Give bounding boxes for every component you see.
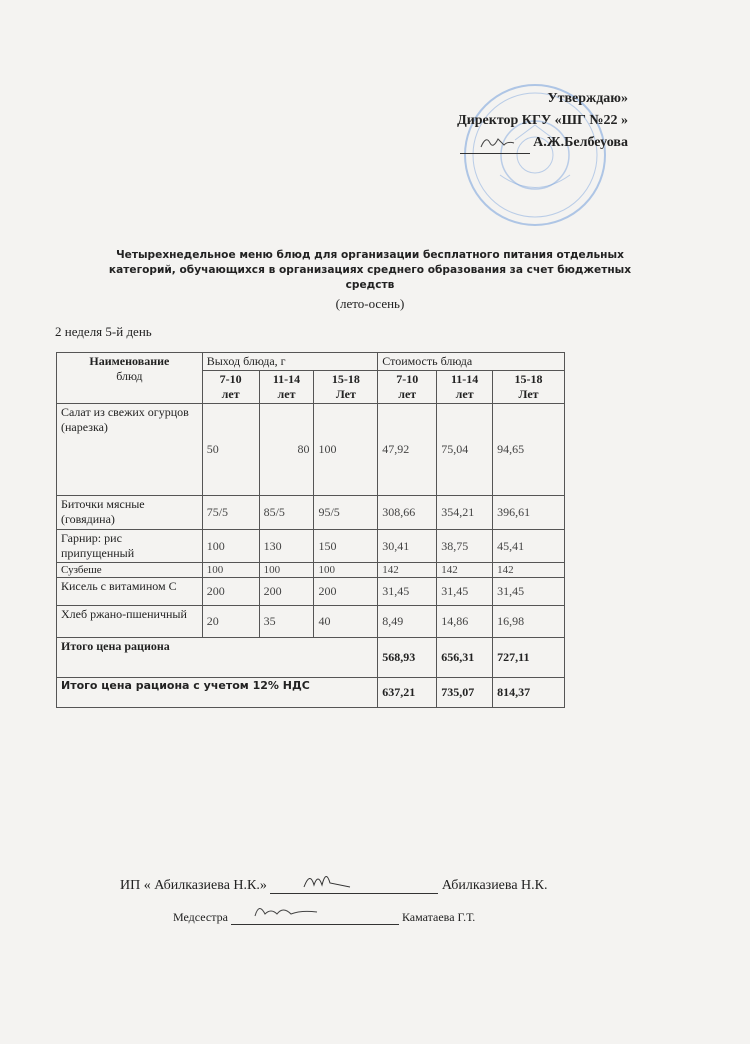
age-group-range: 11-14 — [272, 372, 301, 386]
title-line1: Четырехнедельное меню блюд для организации бесплатного питания отдельных — [116, 249, 624, 261]
dish-name: Биточки мясные (говядина) — [57, 496, 203, 530]
table-row — [57, 578, 565, 606]
week-day-label: 2 неделя 5-й день — [55, 324, 152, 339]
age-group-header — [202, 371, 259, 404]
dish-value-cell: 38,75 — [437, 530, 493, 563]
dish-value-cell: 200 — [202, 578, 259, 606]
dish-value-cell: 31,45 — [378, 578, 437, 606]
vat-total-11-14: 735,07 — [437, 678, 493, 708]
age-group-unit: Лет — [335, 387, 356, 401]
dish-value-cell: 40 — [314, 606, 378, 638]
total-label: Итого цена рациона — [57, 638, 378, 678]
age-group-unit: лет — [455, 387, 474, 401]
nurse-label: Медсестра — [173, 910, 228, 924]
table-row — [57, 530, 565, 563]
dish-name: Хлеб ржано-пшеничный — [57, 606, 203, 638]
header-cost: Стоимость блюда — [378, 353, 565, 371]
age-group-header — [493, 371, 565, 404]
title-line2: категорий, обучающихся в организациях среднего образования за счет бюджетных — [108, 264, 632, 276]
supplier-name: Абилказиева Н.К. — [441, 878, 548, 893]
total-15-18: 727,11 — [493, 638, 565, 678]
vat-total-7-10: 637,21 — [378, 678, 437, 708]
dish-value-cell: 100 — [314, 404, 378, 496]
age-group-unit: Лет — [518, 387, 539, 401]
approval-line1: Утверждаю» — [547, 91, 628, 106]
age-group-unit: лет — [277, 387, 296, 401]
title-line3: средств — [345, 279, 395, 291]
dish-name: Кисель с витамином С — [57, 578, 203, 606]
dish-value-cell: 130 — [259, 530, 314, 563]
dish-value-cell: 142 — [493, 563, 565, 578]
dish-value-cell: 47,92 — [378, 404, 437, 496]
header-yield: Выход блюда, г — [202, 353, 378, 371]
nurse-name: Каматаева Г.Т. — [401, 910, 476, 924]
dish-value-cell: 31,45 — [437, 578, 493, 606]
dish-value-cell: 95/5 — [314, 496, 378, 530]
director-signature — [478, 133, 518, 151]
season-label: (лето-осень) — [335, 296, 405, 311]
vat-total-label: Итого цена рациона с учетом 12% НДС — [57, 678, 378, 708]
dish-value-cell: 35 — [259, 606, 314, 638]
dish-value-cell: 150 — [314, 530, 378, 563]
dish-value-cell: 142 — [437, 563, 493, 578]
header-dish-name-line1: Наименование — [89, 354, 170, 368]
header-dish-name-line2: блюд — [116, 369, 143, 383]
age-group-range: 15-18 — [331, 372, 360, 386]
dish-value-cell: 100 — [202, 563, 259, 578]
total-11-14: 656,31 — [437, 638, 493, 678]
signature-line-nurse — [173, 910, 475, 925]
dish-value-cell: 308,66 — [378, 496, 437, 530]
supplier-signature — [300, 867, 360, 891]
age-group-range: 11-14 — [450, 372, 479, 386]
dish-value-cell: 75,04 — [437, 404, 493, 496]
signature-line-supplier — [120, 878, 548, 894]
approval-line2: Директор КГУ «ШГ №22 » — [457, 113, 628, 128]
dish-value-cell: 16,98 — [493, 606, 565, 638]
dish-value-cell: 30,41 — [378, 530, 437, 563]
approval-block — [457, 88, 628, 154]
document-title — [60, 248, 680, 293]
supplier-label: ИП « Абилказиева Н.К.» — [120, 878, 267, 893]
age-group-range: 7-10 — [396, 372, 419, 386]
approval-line3 — [457, 132, 628, 154]
dish-value-cell: 100 — [314, 563, 378, 578]
director-name: А.Ж.Белбеуова — [533, 135, 628, 150]
age-group-header — [259, 371, 314, 404]
header-dish-name — [57, 353, 203, 404]
dish-value-cell: 31,45 — [493, 578, 565, 606]
dish-value-cell: 396,61 — [493, 496, 565, 530]
dish-value-cell: 354,21 — [437, 496, 493, 530]
menu-table — [56, 352, 565, 708]
dish-value-cell: 142 — [378, 563, 437, 578]
table-row — [57, 606, 565, 638]
age-group-header — [437, 371, 493, 404]
dish-name: Сузбеше — [57, 563, 203, 578]
age-group-range: 15-18 — [514, 372, 543, 386]
total-7-10: 568,93 — [378, 638, 437, 678]
age-group-unit: лет — [398, 387, 417, 401]
total-row — [57, 638, 565, 678]
age-group-unit: лет — [221, 387, 240, 401]
dish-value-cell: 20 — [202, 606, 259, 638]
dish-value-cell: 14,86 — [437, 606, 493, 638]
dish-value-cell: 200 — [314, 578, 378, 606]
dish-value-cell: 100 — [202, 530, 259, 563]
dish-value-cell: 94,65 — [493, 404, 565, 496]
table-row — [57, 404, 565, 496]
dish-value-cell: 100 — [259, 563, 314, 578]
vat-total-15-18: 814,37 — [493, 678, 565, 708]
dish-value-cell: 75/5 — [202, 496, 259, 530]
dish-value-cell: 80 — [259, 404, 314, 496]
age-group-header — [378, 371, 437, 404]
director-signature-line — [460, 139, 530, 154]
table-row — [57, 496, 565, 530]
age-group-header — [314, 371, 378, 404]
nurse-signature-line — [231, 910, 399, 925]
nurse-signature — [251, 900, 321, 922]
table-row — [57, 563, 565, 578]
table-header-row — [57, 353, 565, 371]
dish-name: Гарнир: рис припущенный — [57, 530, 203, 563]
dish-value-cell: 85/5 — [259, 496, 314, 530]
dish-name: Салат из свежих огурцов (нарезка) — [57, 404, 203, 496]
dish-value-cell: 45,41 — [493, 530, 565, 563]
dish-value-cell: 200 — [259, 578, 314, 606]
dish-value-cell: 8,49 — [378, 606, 437, 638]
age-group-range: 7-10 — [219, 372, 242, 386]
dish-value-cell: 50 — [202, 404, 259, 496]
supplier-signature-line — [270, 879, 438, 894]
vat-total-row — [57, 678, 565, 708]
